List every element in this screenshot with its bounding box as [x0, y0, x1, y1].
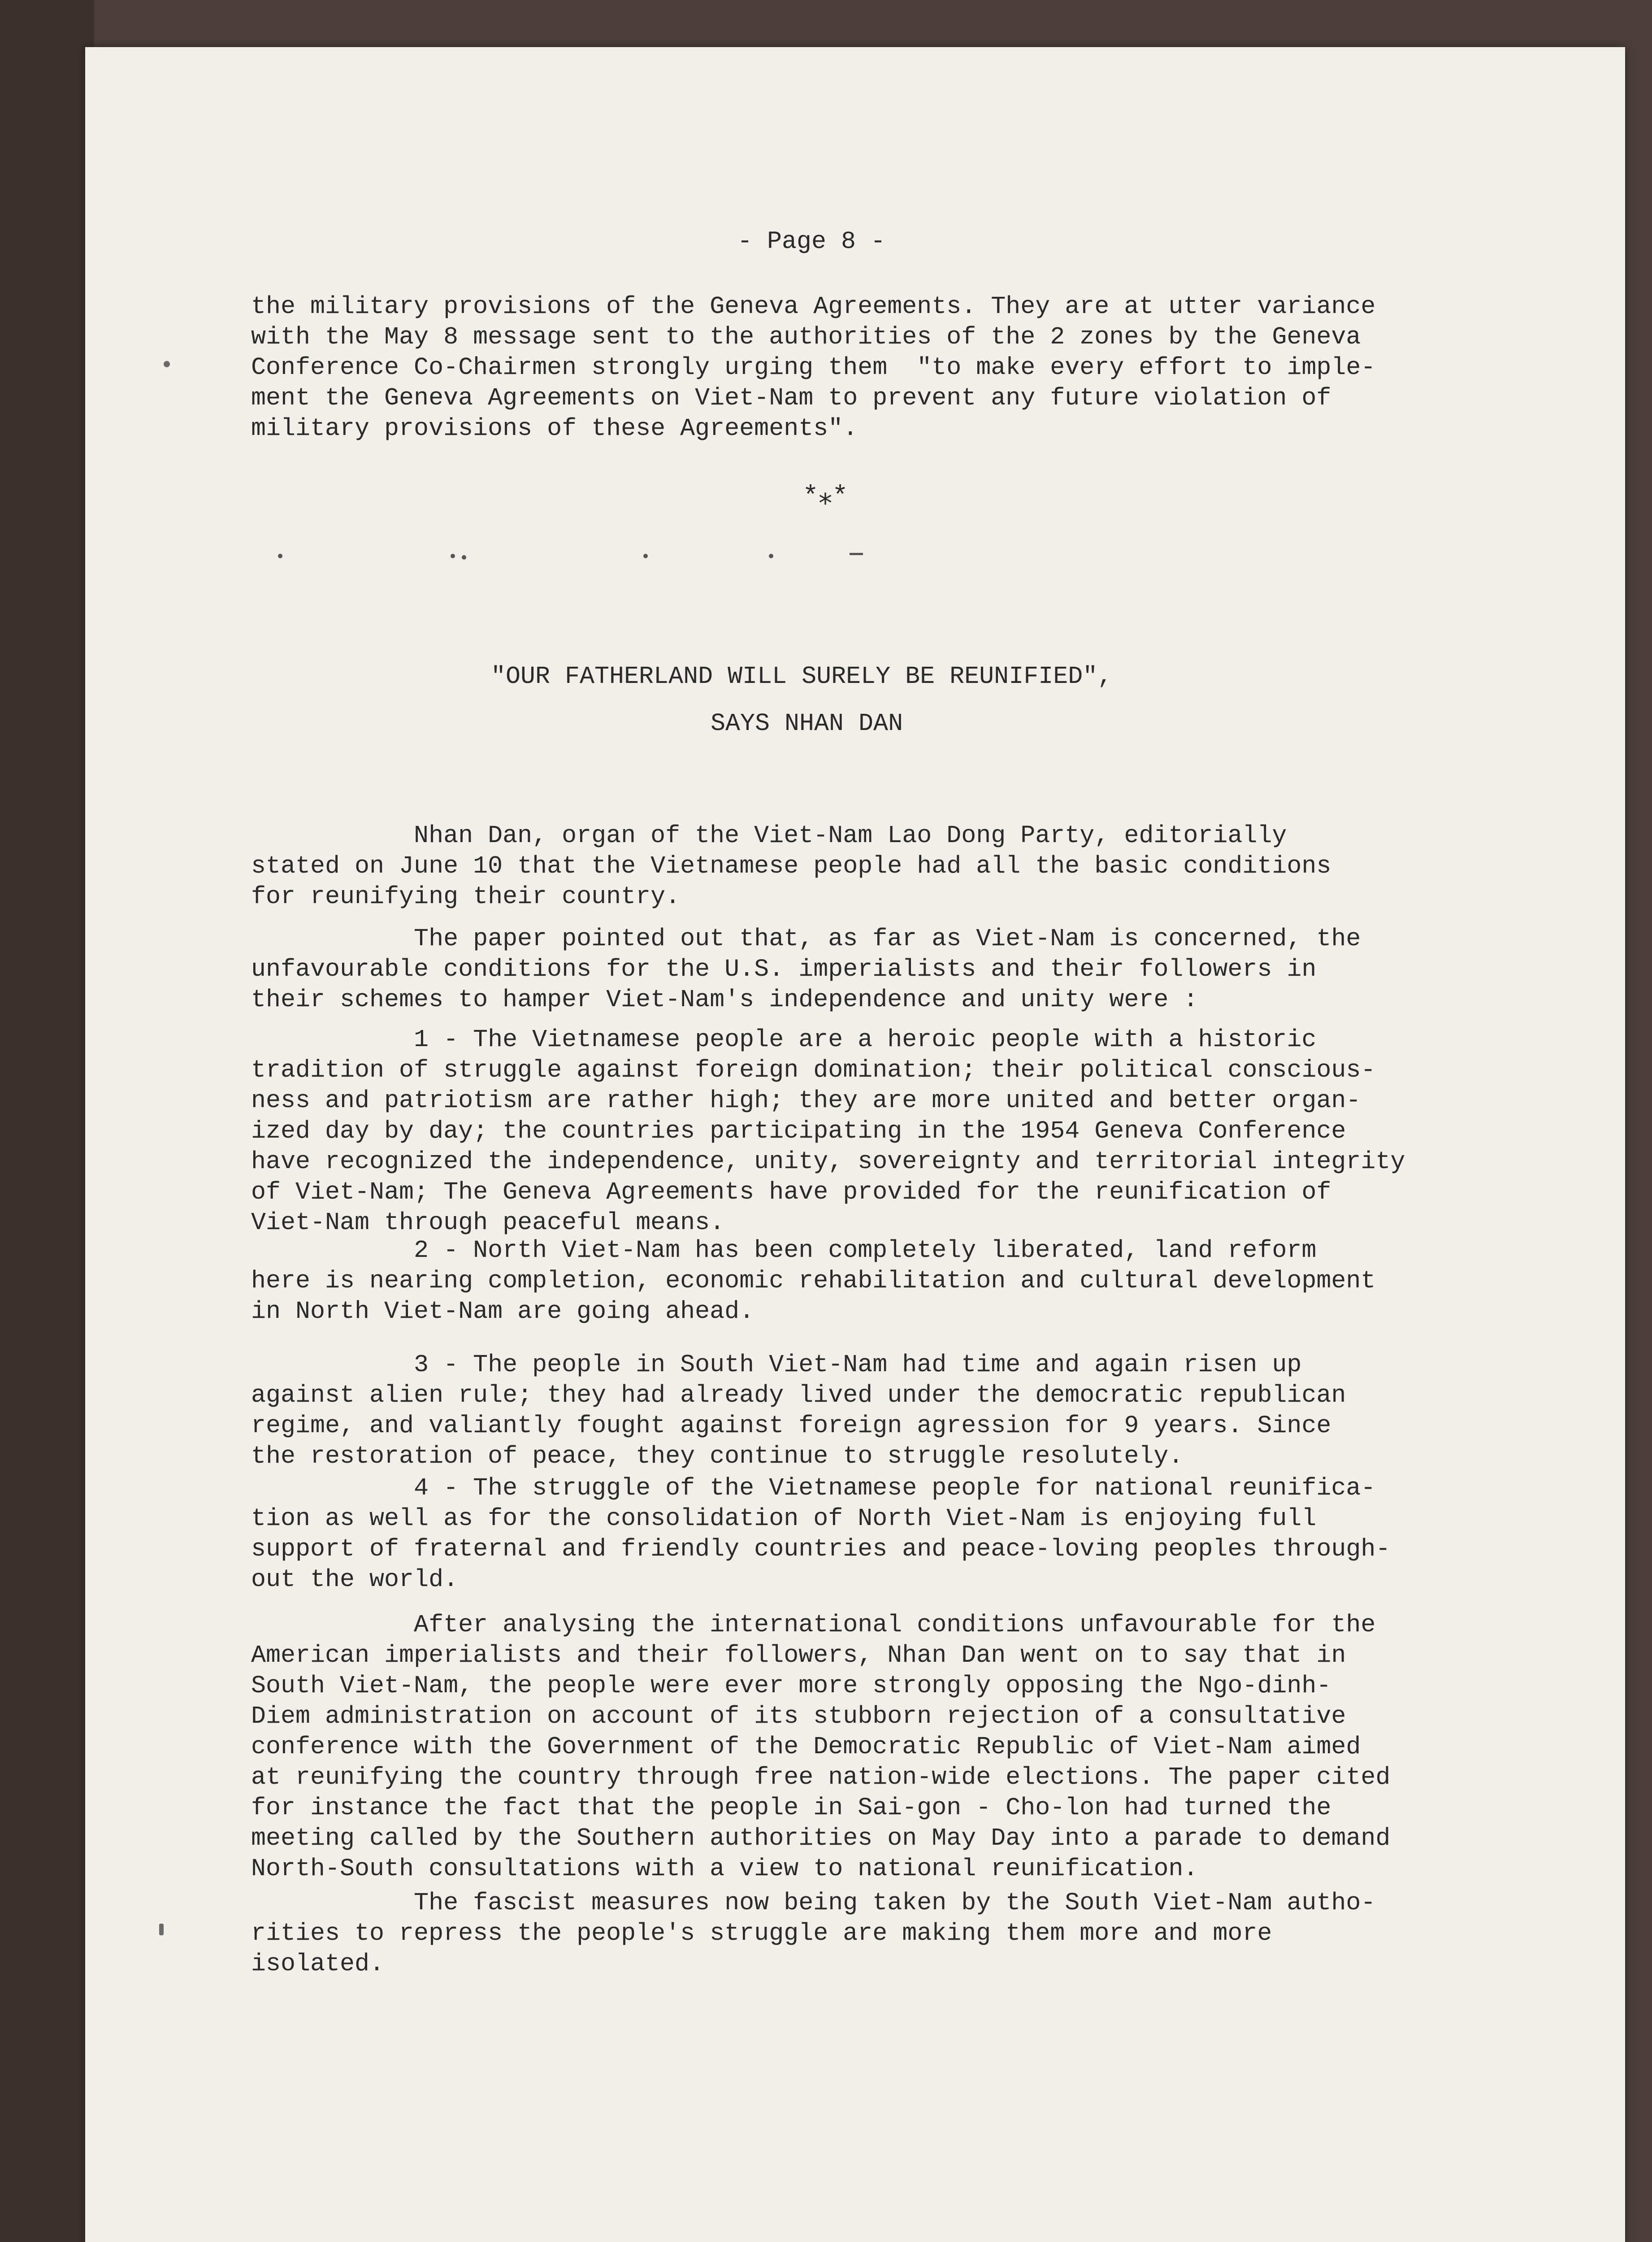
- text-line: ness and patriotism are rather high; they are more united and better organ-: [251, 1086, 1361, 1115]
- text-line: After analysing the international conditions unfavourable for the: [251, 1611, 1376, 1639]
- text-line: Nhan Dan, organ of the Viet-Nam Lao Dong Party, editorially: [251, 821, 1287, 850]
- text-line: rities to repress the people's struggle are making them more and more: [251, 1919, 1272, 1947]
- body-paragraph: [251, 1888, 1375, 1979]
- text-line: with the May 8 message sent to the authorities of the 2 zones by the Geneva: [251, 323, 1361, 351]
- section-separator: *⁎*: [802, 482, 849, 513]
- text-line: of Viet-Nam; The Geneva Agreements have provided for the reunification of: [251, 1178, 1331, 1206]
- text-line: 3 - The people in South Viet-Nam had time and again risen up: [251, 1351, 1302, 1379]
- body-paragraph: [251, 1473, 1390, 1595]
- text-line: the military provisions of the Geneva Agreements. They are at utter variance: [251, 292, 1376, 321]
- text-line: 2 - North Viet-Nam has been completely liberated, land reform: [251, 1236, 1317, 1264]
- backdrop: [0, 0, 94, 2242]
- text-line: 1 - The Vietnamese people are a heroic people with a historic: [251, 1025, 1317, 1054]
- body-paragraph: [251, 821, 1331, 912]
- text-line: tradition of struggle against foreign domination; their political conscious-: [251, 1056, 1376, 1084]
- text-line: unfavourable conditions for the U.S. imperialists and their followers in: [251, 955, 1317, 983]
- text-line: military provisions of these Agreements".: [251, 414, 858, 443]
- intro-paragraph: [251, 291, 1375, 444]
- text-line: for instance the fact that the people in Sai-gon - Cho-lon had turned the: [251, 1794, 1331, 1822]
- text-line: Diem administration on account of its stubborn rejection of a consultative: [251, 1702, 1346, 1730]
- text-line: support of fraternal and friendly countries and peace-loving peoples through-: [251, 1535, 1391, 1563]
- body-paragraph: [251, 1235, 1375, 1327]
- text-line: stated on June 10 that the Vietnamese people had all the basic conditions: [251, 852, 1331, 880]
- text-line: tion as well as for the consolidation of North Viet-Nam is enjoying full: [251, 1504, 1317, 1533]
- text-line: North-South consultations with a view to national reunification.: [251, 1855, 1198, 1883]
- dotted-divider: [278, 552, 1018, 560]
- text-line: conference with the Government of the Democratic Republic of Viet-Nam aimed: [251, 1733, 1361, 1761]
- text-line: Viet-Nam through peaceful means.: [251, 1208, 725, 1237]
- divider-dot: [451, 554, 455, 558]
- divider-dash: [850, 553, 863, 555]
- text-line: here is nearing completion, economic rehabilitation and cultural development: [251, 1267, 1376, 1295]
- text-line: the restoration of peace, they continue to struggle resolutely.: [251, 1442, 1184, 1470]
- text-line: against alien rule; they had already lived under the democratic republican: [251, 1381, 1346, 1409]
- document-page: [85, 47, 1625, 2242]
- text-line: meeting called by the Southern authorities on May Day into a parade to demand: [251, 1824, 1391, 1852]
- text-line: regime, and valiantly fought against foreign agression for 9 years. Since: [251, 1412, 1331, 1440]
- ink-speck: [159, 1924, 164, 1935]
- body-paragraph: [251, 1350, 1346, 1472]
- text-line: South Viet-Nam, the people were ever more strongly opposing the Ngo-dinh-: [251, 1672, 1331, 1700]
- text-line: in North Viet-Nam are going ahead.: [251, 1297, 754, 1325]
- text-line: isolated.: [251, 1950, 385, 1978]
- text-line: out the world.: [251, 1565, 459, 1594]
- divider-dot: [278, 554, 282, 558]
- text-line: Conference Co-Chairmen strongly urging them "to make every effort to imple-: [251, 353, 1376, 382]
- page-header: - Page 8 -: [737, 227, 886, 256]
- text-line: ized day by day; the countries participating in the 1954 Geneva Conference: [251, 1117, 1346, 1145]
- ink-speck: [164, 361, 170, 367]
- divider-dot: [643, 554, 648, 558]
- text-line: at reunifying the country through free nation-wide elections. The paper cited: [251, 1763, 1391, 1791]
- body-paragraph: [251, 1610, 1390, 1884]
- body-paragraph: [251, 1025, 1405, 1238]
- text-line: their schemes to hamper Viet-Nam's independence and unity were :: [251, 986, 1198, 1014]
- text-line: for reunifying their country.: [251, 882, 681, 911]
- article-subtitle: SAYS NHAN DAN: [711, 709, 903, 738]
- text-line: The fascist measures now being taken by the South Viet-Nam autho-: [251, 1889, 1376, 1917]
- text-line: 4 - The struggle of the Vietnamese people for national reunifica-: [251, 1474, 1376, 1502]
- text-line: have recognized the independence, unity, sovereignty and territorial integrity: [251, 1147, 1405, 1176]
- text-line: The paper pointed out that, as far as Viet-Nam is concerned, the: [251, 925, 1361, 953]
- divider-dot: [769, 554, 773, 558]
- article-title: "OUR FATHERLAND WILL SURELY BE REUNIFIED",: [491, 662, 1113, 691]
- divider-dot: [462, 555, 466, 560]
- text-line: ment the Geneva Agreements on Viet-Nam to prevent any future violation of: [251, 384, 1331, 412]
- body-paragraph: [251, 924, 1361, 1015]
- text-line: American imperialists and their followers, Nhan Dan went on to say that in: [251, 1641, 1346, 1669]
